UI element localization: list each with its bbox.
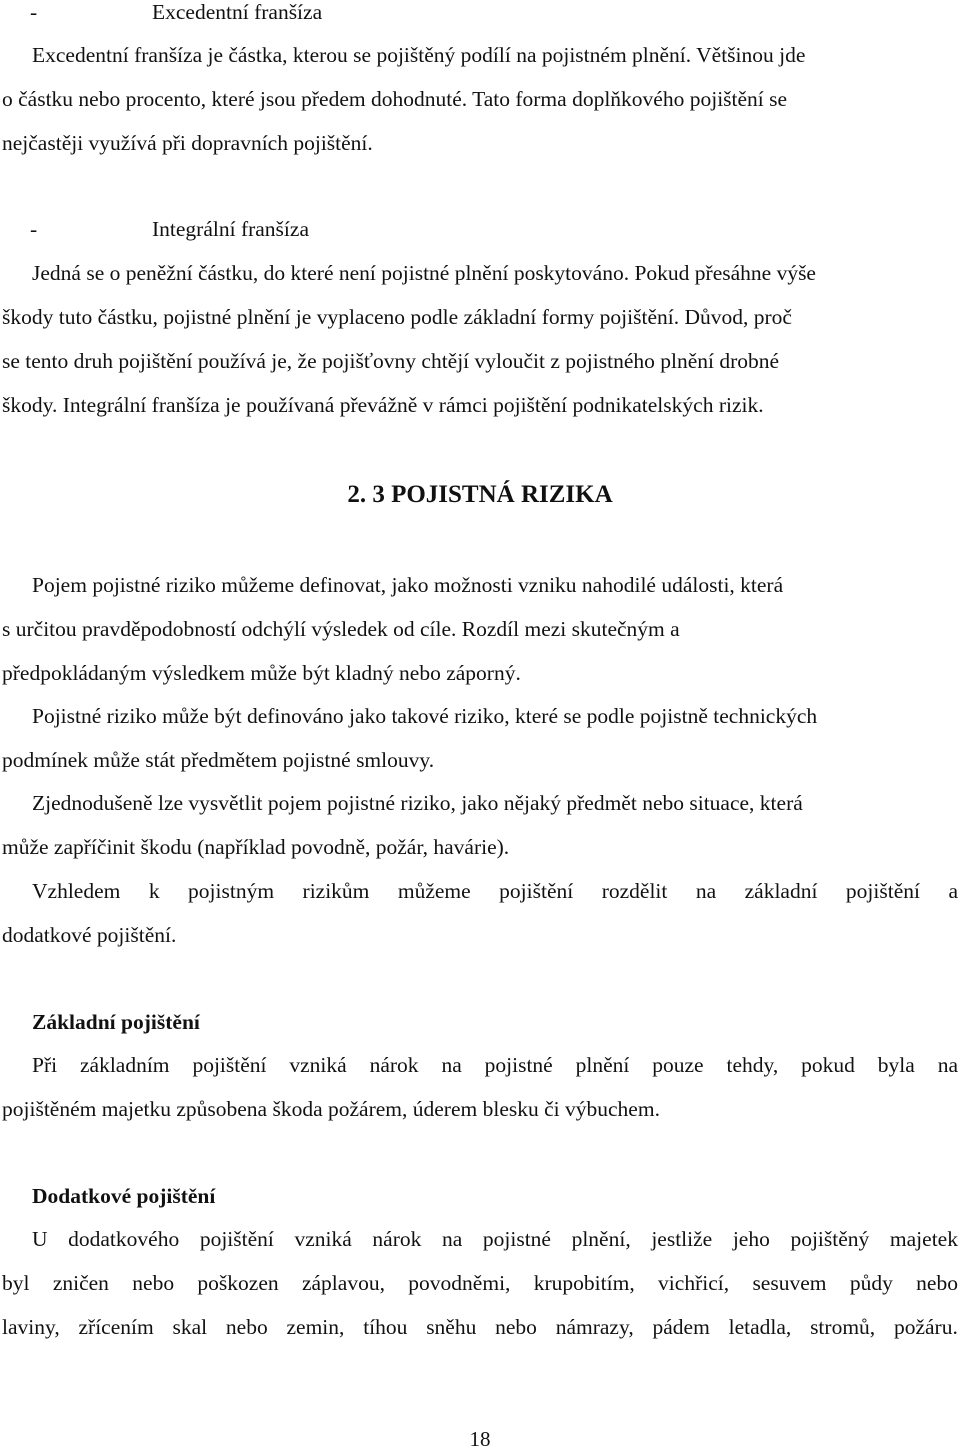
word: námrazy,: [555, 1315, 634, 1339]
section-title-excedentni: Excedentní franšíza: [152, 0, 323, 24]
word: plnění,: [571, 1227, 631, 1251]
word: tíhou: [363, 1315, 408, 1339]
word: pouze: [652, 1053, 704, 1077]
word: letadla,: [728, 1315, 792, 1339]
word: pojistné: [482, 1227, 551, 1251]
justified-line: [32, 1229, 958, 1251]
word: na: [441, 1227, 463, 1251]
word: jestliže: [651, 1227, 713, 1251]
justified-line: [2, 1273, 958, 1295]
paragraph-line: s určitou pravděpodobností odchýlí výsledek od cíle. Rozdíl mezi skutečným a: [2, 617, 680, 641]
word: Vzhledem: [32, 879, 121, 903]
word: pojištění: [845, 879, 920, 903]
word: pokud: [801, 1053, 855, 1077]
justified-line: [2, 1317, 958, 1339]
paragraph-line: pojištěném majetku způsobena škoda požárem, úderem blesku či výbuchem.: [2, 1097, 660, 1121]
list-dash: -: [30, 0, 38, 24]
section-title-integralni: Integrální franšíza: [152, 217, 309, 241]
word: vzniká: [294, 1227, 352, 1251]
word: laviny,: [2, 1315, 60, 1339]
word: vichřicí,: [658, 1271, 730, 1295]
word: na: [695, 879, 717, 903]
word: požáru.: [893, 1315, 958, 1339]
word: stromů,: [810, 1315, 876, 1339]
word: byla: [877, 1053, 915, 1077]
justified-line: [32, 1055, 958, 1077]
word: sněhu: [426, 1315, 477, 1339]
word: nárok: [369, 1053, 419, 1077]
word: základní: [744, 879, 818, 903]
paragraph-line: škody. Integrální franšíza je používaná převážně v rámci pojištění podnikatelských rizik.: [2, 393, 764, 417]
word: sesuvem: [752, 1271, 827, 1295]
word: pojistné: [484, 1053, 553, 1077]
word: zničen: [52, 1271, 109, 1295]
word: nebo: [132, 1271, 175, 1295]
word: vzniká: [289, 1053, 347, 1077]
word: základním: [79, 1053, 170, 1077]
page-number: 18: [469, 1427, 491, 1451]
word: U: [32, 1227, 48, 1251]
word: byl: [2, 1271, 30, 1295]
word: poškozen: [197, 1271, 279, 1295]
word: nebo: [225, 1315, 268, 1339]
word: nárok: [372, 1227, 422, 1251]
word: nebo: [916, 1271, 958, 1295]
word: Při: [32, 1053, 58, 1077]
word: půdy: [849, 1271, 893, 1295]
word: a: [948, 879, 958, 903]
paragraph-line: dodatkové pojištění.: [2, 923, 177, 947]
word: jeho: [732, 1227, 770, 1251]
word: nebo: [495, 1315, 537, 1339]
word: skal: [172, 1315, 208, 1339]
word: plnění: [575, 1053, 630, 1077]
word: pádem: [652, 1315, 710, 1339]
word: zemin,: [286, 1315, 345, 1339]
word: pojištění: [499, 879, 574, 903]
word: pojištění: [192, 1053, 267, 1077]
word: krupobitím,: [533, 1271, 635, 1295]
paragraph-line: se tento druh pojištění používá je, že pojišťovny chtějí vyloučit z pojistného plnění drobné: [2, 349, 780, 373]
word: pojištění: [199, 1227, 274, 1251]
paragraph-line: nejčastěji využívá při dopravních pojištění.: [2, 131, 373, 155]
word: rizikům: [302, 879, 370, 903]
word: můžeme: [397, 879, 471, 903]
chapter-heading: 2. 3 POJISTNÁ RIZIKA: [347, 481, 613, 508]
justified-line: [32, 881, 958, 903]
paragraph-line: Excedentní franšíza je částka, kterou se pojištěný podílí na pojistném plnění. Většinou jde: [32, 43, 806, 67]
word: na: [441, 1053, 462, 1077]
subheading-supplementary: Dodatkové pojištění: [32, 1184, 216, 1208]
word: zřícením: [78, 1315, 154, 1339]
word: k: [148, 879, 160, 903]
word: rozdělit: [601, 879, 668, 903]
paragraph-line: Jedná se o peněžní částku, do které není pojistné plnění poskytováno. Pokud přesáhne výše: [32, 261, 816, 285]
word: záplavou,: [301, 1271, 385, 1295]
word: pojistným: [188, 879, 275, 903]
subheading-basic: Základní pojištění: [32, 1010, 200, 1034]
paragraph-line: škody tuto částku, pojistné plnění je vyplaceno podle základní formy pojištění. Důvod, proč: [2, 305, 792, 329]
word: tehdy,: [726, 1053, 779, 1077]
word: pojištěný: [790, 1227, 870, 1251]
paragraph-line: může zapříčinit škodu (například povodně, požár, havárie).: [2, 835, 510, 859]
paragraph-line: podmínek může stát předmětem pojistné smlouvy.: [2, 748, 435, 772]
word: dodatkového: [68, 1227, 180, 1251]
paragraph-line: Zjednodušeně lze vysvětlit pojem pojistné riziko, jako nějaký předmět nebo situace, která: [32, 791, 803, 815]
word: povodněmi,: [408, 1271, 511, 1295]
word: na: [937, 1053, 958, 1077]
paragraph-line: předpokládaným výsledkem může být kladný nebo záporný.: [2, 661, 521, 685]
list-dash: -: [30, 217, 38, 241]
word: majetek: [889, 1227, 958, 1251]
paragraph-line: o částku nebo procento, které jsou předem dohodnuté. Tato forma doplňkového pojištění se: [2, 87, 788, 111]
paragraph-line: Pojem pojistné riziko můžeme definovat, jako možnosti vzniku nahodilé události, která: [32, 573, 784, 597]
paragraph-line: Pojistné riziko může být definováno jako takové riziko, které se podle pojistně technických: [32, 704, 818, 728]
